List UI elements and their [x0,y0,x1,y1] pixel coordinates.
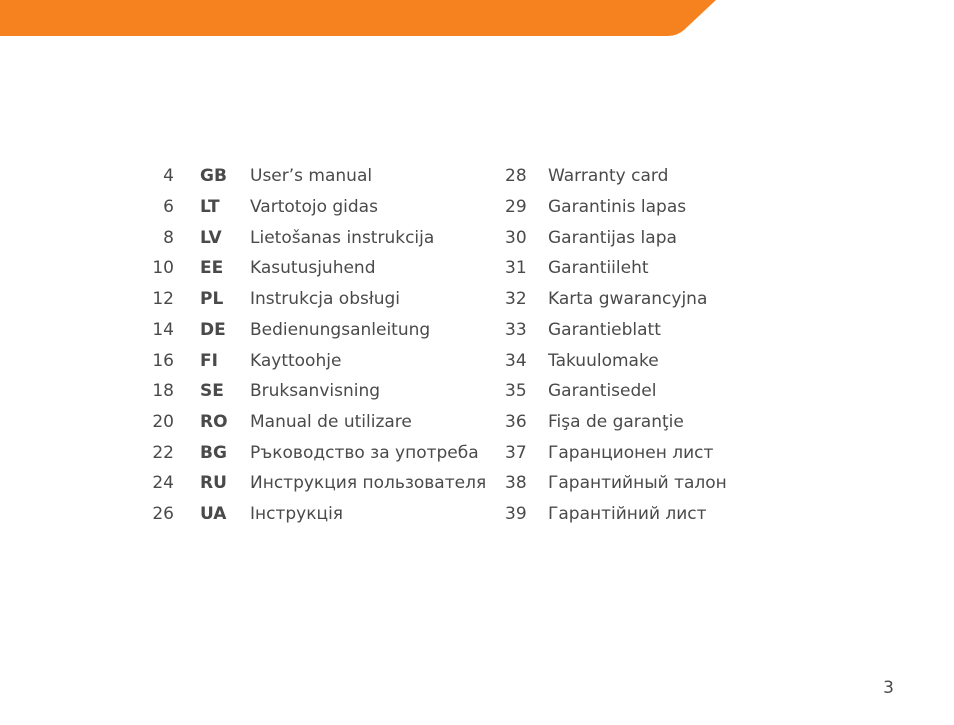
language-code: GB [200,166,227,186]
warranty-title-link[interactable]: Garantieblatt [548,320,661,340]
warranty-page-number[interactable]: 33 [505,320,527,340]
language-code: BG [200,443,227,463]
warranty-page-number[interactable]: 35 [505,381,527,401]
header-accent-shape [0,0,954,36]
warranty-page-number[interactable]: 38 [505,473,527,493]
toc-row [0,407,954,438]
header-accent-bar [0,0,954,36]
toc-page-number[interactable]: 22 [152,443,174,463]
page-number: 3 [883,678,894,698]
warranty-page-number[interactable]: 32 [505,289,527,309]
warranty-title-link[interactable]: Karta gwarancyjna [548,289,708,309]
language-code: SE [200,381,224,401]
toc-page-number[interactable]: 16 [152,351,174,371]
warranty-page-number[interactable]: 39 [505,504,527,524]
warranty-title-link[interactable]: Fişa de garanţie [548,412,684,432]
toc-row [0,315,954,346]
warranty-title-link[interactable]: Takuulomake [548,351,659,371]
warranty-page-number[interactable]: 30 [505,228,527,248]
manual-title-link[interactable]: Kasutusjuhend [250,258,376,278]
toc-row [0,468,954,499]
language-code: UA [200,504,227,524]
warranty-page-number[interactable]: 34 [505,351,527,371]
language-code: RO [200,412,228,432]
warranty-title-link[interactable]: Garantiileht [548,258,649,278]
toc-row [0,192,954,223]
toc-row [0,499,954,530]
language-code: LT [200,197,220,217]
manual-title-link[interactable]: Ръководство за употреба [250,443,479,463]
manual-title-link[interactable]: Kayttoohje [250,351,342,371]
warranty-title-link[interactable]: Garantisedel [548,381,657,401]
manual-title-link[interactable]: Bruksanvisning [250,381,381,401]
manual-title-link[interactable]: Bedienungsanleitung [250,320,431,340]
manual-title-link[interactable]: Instrukcja obsługi [250,289,400,309]
manual-title-link[interactable]: Інструкція [250,504,344,524]
warranty-title-link[interactable]: Гарантійний лист [548,504,707,524]
language-code: RU [200,473,227,493]
warranty-title-link[interactable]: Гарантийный талон [548,473,727,493]
toc-page-number[interactable]: 20 [152,412,174,432]
language-code: LV [200,228,222,248]
manual-title-link[interactable]: Lietošanas instrukcija [250,228,435,248]
toc-page-number[interactable]: 18 [152,381,174,401]
warranty-page-number[interactable]: 28 [505,166,527,186]
toc-page-number[interactable]: 26 [152,504,174,524]
manual-title-link[interactable]: User’s manual [250,166,373,186]
manual-title-link[interactable]: Инструкция пользователя [250,473,487,493]
warranty-title-link[interactable]: Гаранционен лист [548,443,714,463]
toc-page-number[interactable]: 12 [152,289,174,309]
warranty-title-link[interactable]: Warranty card [548,166,669,186]
language-code: EE [200,258,224,278]
language-code: FI [200,351,218,371]
toc-page-number[interactable]: 14 [152,320,174,340]
toc-row [0,223,954,254]
manual-title-link[interactable]: Vartotojo gidas [250,197,378,217]
toc-page-number[interactable]: 10 [152,258,174,278]
toc-row [0,376,954,407]
language-code: PL [200,289,224,309]
warranty-page-number[interactable]: 37 [505,443,527,463]
toc-page-number[interactable]: 6 [163,197,174,217]
toc-row [0,161,954,192]
toc-page-number[interactable]: 24 [152,473,174,493]
warranty-page-number[interactable]: 29 [505,197,527,217]
toc-row [0,253,954,284]
toc-row [0,346,954,377]
toc-page-number[interactable]: 8 [163,228,174,248]
accent-band [0,0,716,36]
toc-page-number[interactable]: 4 [163,166,174,186]
warranty-page-number[interactable]: 36 [505,412,527,432]
manual-title-link[interactable]: Manual de utilizare [250,412,412,432]
warranty-title-link[interactable]: Garantijas lapa [548,228,677,248]
toc-row [0,284,954,315]
warranty-page-number[interactable]: 31 [505,258,527,278]
warranty-title-link[interactable]: Garantinis lapas [548,197,687,217]
language-code: DE [200,320,226,340]
toc-row [0,438,954,469]
